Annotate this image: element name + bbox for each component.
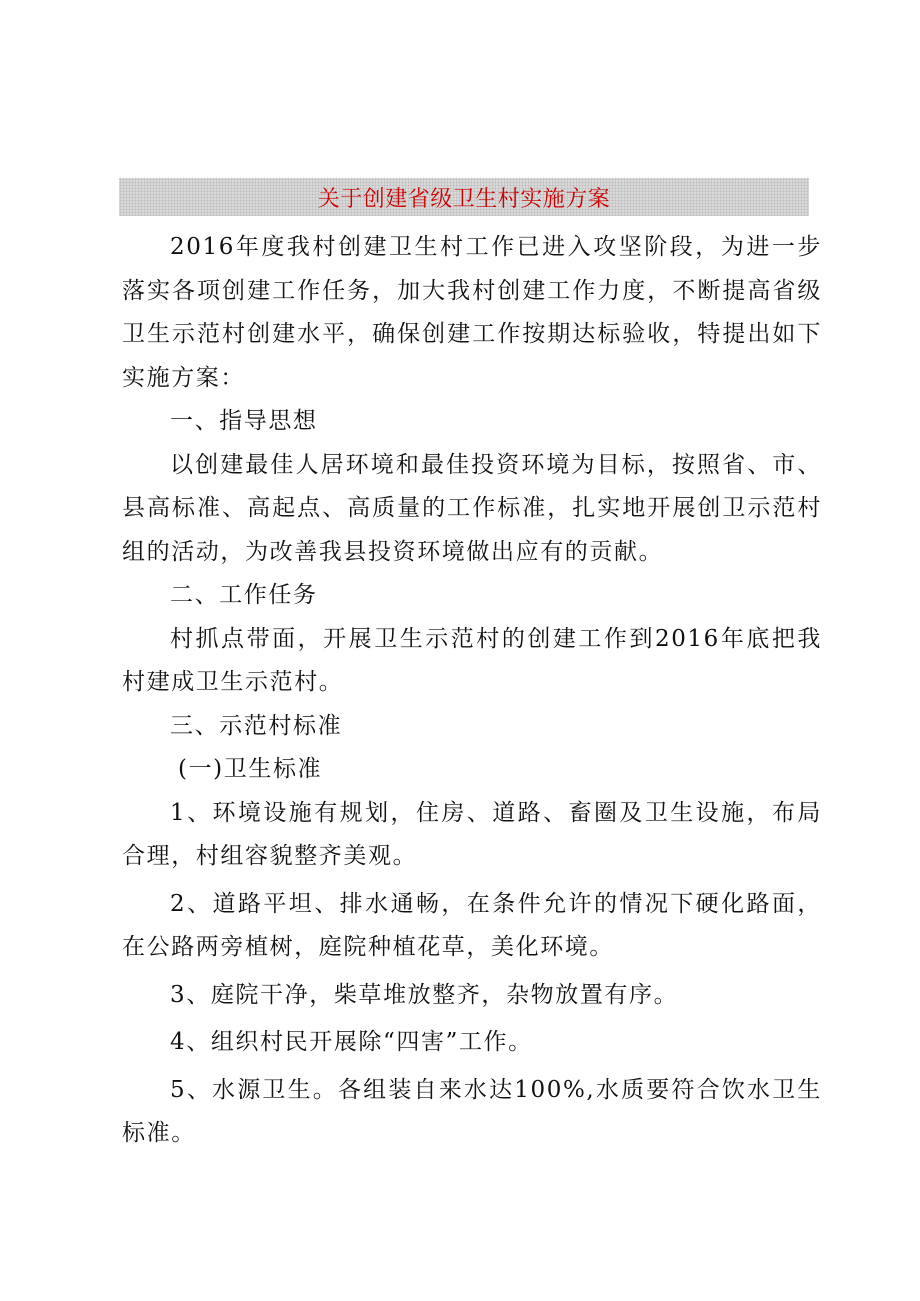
section-heading-demo-village-standards: 三、示范村标准	[170, 712, 343, 739]
standard-item-3: 3、庭院干净，柴草堆放整齐，杂物放置有序。	[170, 981, 679, 1008]
document-body	[122, 226, 822, 1156]
standard-item-5: 5、水源卫生。各组装自来水达100%,水质要符合饮水卫生标准。	[122, 1076, 822, 1146]
standard-item-4: 4、组织村民开展除“四害”工作。	[170, 1029, 533, 1055]
section-heading-work-tasks: 二、工作任务	[170, 582, 318, 608]
document-title: 关于创建省级卫生村实施方案	[317, 186, 611, 212]
standard-item-1: 1、环境设施有规划，住房、道路、畜圈及卫生设施，布局合理，村组容貌整齐美观。	[122, 799, 822, 869]
title-banner	[119, 178, 809, 216]
section-heading-guiding-ideology: 一、指导思想	[170, 408, 318, 434]
intro-paragraph: 2016年度我村创建卫生村工作已进入攻坚阶段，为进一步落实各项创建工作任务，加大我村创建工作力度，不断提高省级卫生示范村创建水平，确保创建工作按期达标验收，特提出如下实施方案：	[122, 234, 822, 391]
standard-item-2: 2、道路平坦、排水通畅，在条件允许的情况下硬化路面，在公路两旁植树，庭院种植花草，美化环境。	[122, 890, 822, 960]
guiding-ideology-paragraph: 以创建最佳人居环境和最佳投资环境为目标，按照省、市、县高标准、高起点、高质量的工作标准，扎实地开展创卫示范村组的活动，为改善我县投资环境做出应有的贡献。	[122, 451, 822, 565]
subsection-heading-hygiene-standards: (一)卫生标准	[178, 756, 323, 782]
work-tasks-paragraph: 村抓点带面，开展卫生示范村的创建工作到2016年底把我村建成卫生示范村。	[122, 625, 822, 695]
